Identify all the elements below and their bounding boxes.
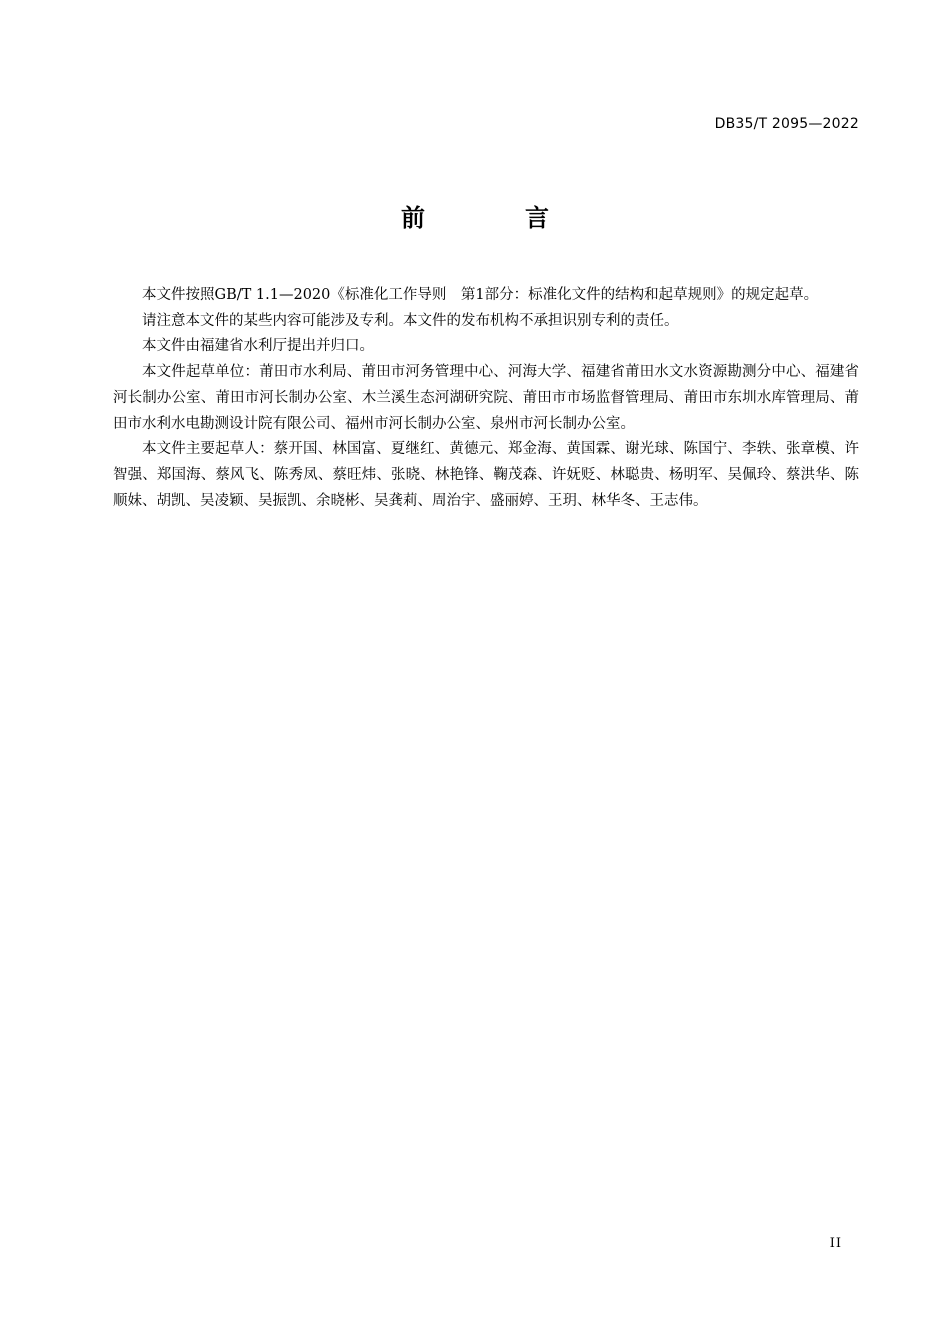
page-number: II [829,1236,842,1251]
paragraph-drafting-basis: 本文件按照GB/T 1.1—2020《标准化工作导则 第1部分：标准化文件的结构和起草规则》的规定起草。 [142,287,819,303]
paragraph-drafting-units: 本文件起草单位：莆田市水利局、莆田市河务管理中心、河海大学、福建省莆田水文水资源勘测分中心、福建省河长制办公室、莆田市河长制办公室、木兰溪生态河湖研究院、莆田市市场监督管理局、莆田市东圳水库管理局、莆田市水利水电勘测设计院有限公司、福州市河长制办公室、泉州市河长制办公室。 [113,364,859,432]
foreword-body [113,283,859,514]
page-title: 前 言 [401,204,587,232]
paragraph-drafters: 本文件主要起草人：蔡开国、林国富、夏继红、黄德元、郑金海、黄国霖、谢光球、陈国宁、李轶、张章模、许智强、郑国海、蔡风飞、陈秀凤、蔡旺炜、张晓、林艳锋、鞠茂森、许妩贬、林聪贵、杨明军、吴佩玲、蔡洪华、陈顺妹、胡凯、吴凌颖、吴振凯、余晓彬、吴龚莉、周治宇、盛丽婷、王玥、林华冬、王志伟。 [113,441,859,509]
standard-code: DB35/T 2095—2022 [714,116,859,132]
paragraph-proposer: 本文件由福建省水利厅提出并归口。 [142,338,374,355]
paragraph-patent-notice: 请注意本文件的某些内容可能涉及专利。本文件的发布机构不承担识别专利的责任。 [142,312,679,329]
